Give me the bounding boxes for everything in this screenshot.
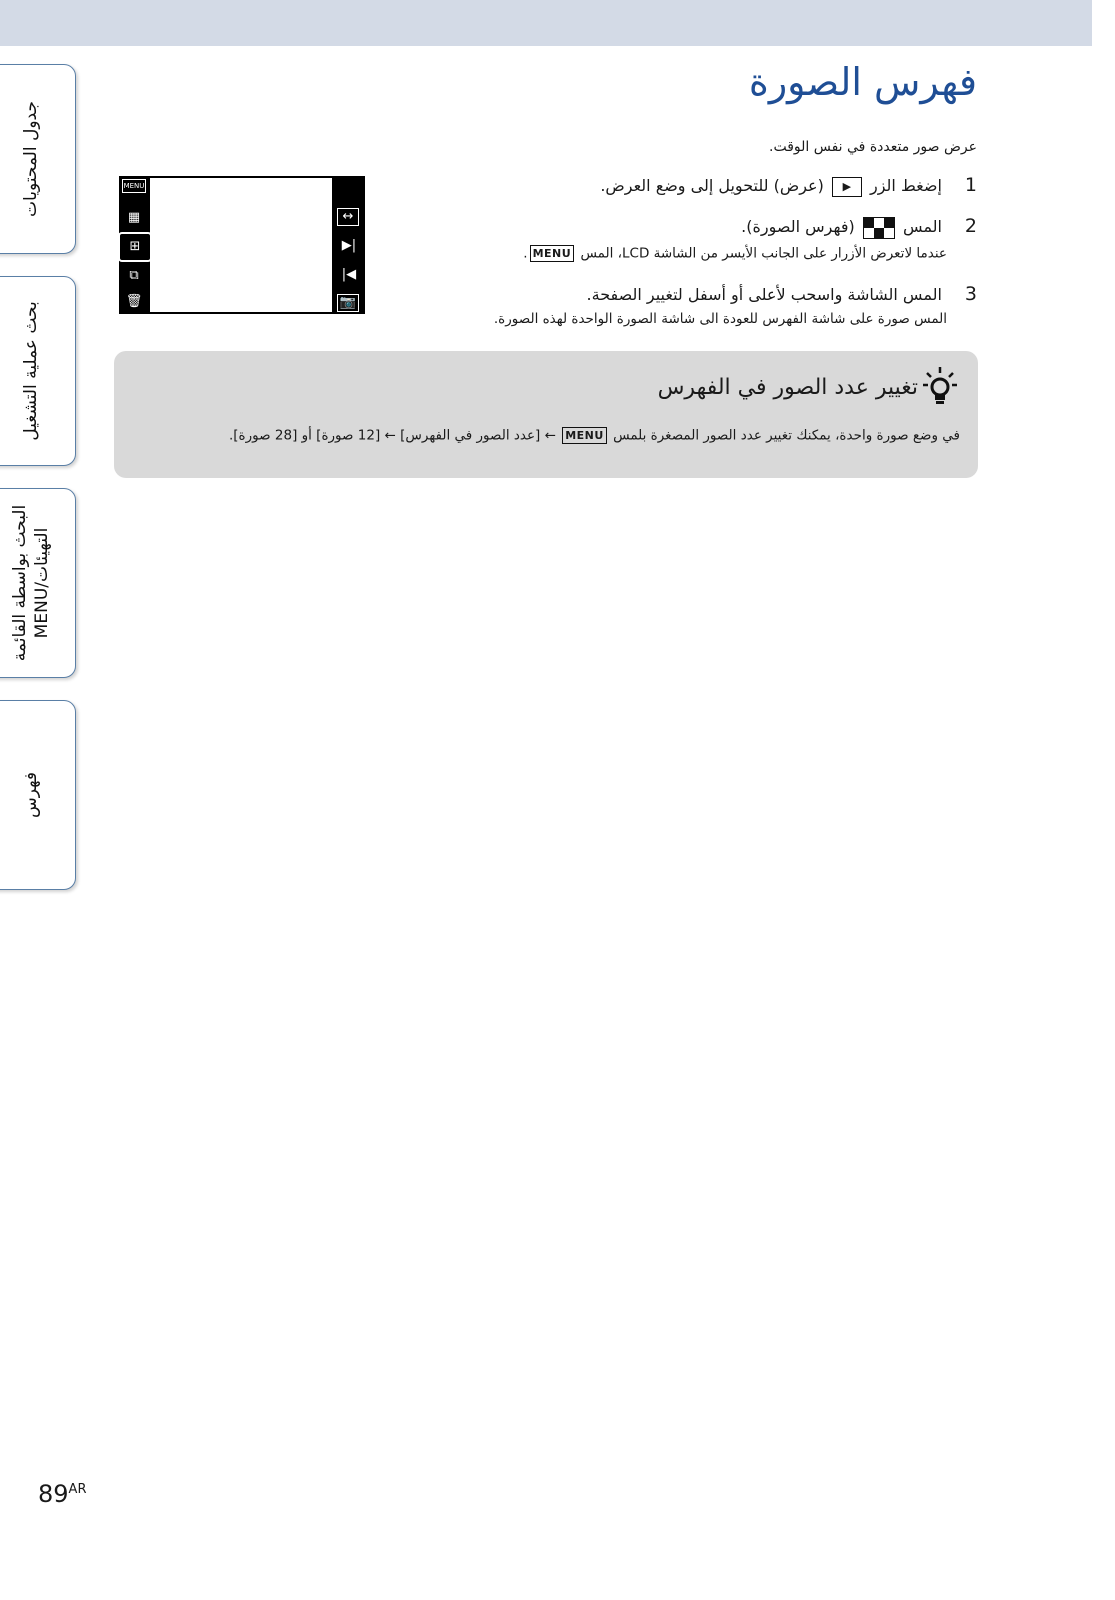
intro-text: عرض صور متعددة في نفس الوقت. [769,139,977,155]
lightbulb-icon [922,365,958,409]
tip-title: تغيير عدد الصور في الفهرس [657,375,918,400]
tab-label-line1: البحث بواسطة القائمة [10,504,30,662]
next-icon: ▶| [341,238,357,253]
delete-icon: 🗑 [125,294,143,309]
page-number-suffix: AR [68,1482,87,1497]
step-text: (عرض) للتحويل إلى وضع العرض. [600,176,824,195]
step-text: إضغط الزر [870,176,942,195]
menu-icon: MENU [530,245,575,262]
wide-zoom-icon: ↔ [337,208,359,226]
tab-index[interactable] [0,700,76,890]
previous-icon: |◀ [341,267,357,282]
tab-label: بحث عملية التشغيل [21,301,41,441]
menu-icon: MENU [562,427,607,444]
tip-text-part: في وضع صورة واحدة، يمكنك تغيير عدد الصور المصغرة بلمس [613,427,960,444]
step-note-text: عندما لاتعرض الأزرار على الجانب الأيسر من الشاشة LCD، المس [580,245,947,261]
step-1 [600,174,977,197]
tab-label [9,505,53,661]
step-note-text: . [523,245,528,261]
step-number: 2 [964,215,977,237]
camera-screen-illustration [119,176,365,314]
tab-table-of-contents[interactable] [0,64,76,254]
page-number-value: 89 [38,1480,69,1508]
step-text: المس [902,217,942,236]
step-text: (فهرس الصورة). [741,217,855,236]
menu-icon: MENU [122,179,146,193]
tab-label: جدول المحتويات [21,101,41,217]
page-number [38,1480,86,1508]
tip-text [229,427,960,444]
tab-label: فهرس [21,771,41,819]
step-number: 1 [964,174,977,196]
step-note: المس صورة على شاشة الفهرس للعودة الى شاشة الصورة الواحدة لهذه الصورة. [493,311,947,327]
step-number: 3 [964,283,977,305]
step-2 [523,215,977,262]
tab-operation-search[interactable] [0,276,76,466]
page-title: فهرس الصورة [748,60,977,104]
slideshow-icon: ⧉ [129,268,139,283]
tip-text-part: ← [عدد الصور في الفهرس] ← [12 صورة] أو [28 صورة]. [228,427,556,444]
tab-label-line2: MENU/التهيئات [32,527,52,639]
image-index-icon [863,217,895,239]
calendar-icon: ▦ [127,210,141,225]
step-text: المس الشاشة واسحب لأعلى أو أسفل لتغيير الصفحة. [586,285,942,304]
image-index-icon: ⊞ [118,232,152,262]
header-bar [0,0,1092,46]
step-3 [494,283,977,327]
lcd-screen [150,178,332,312]
step-note [523,245,947,262]
tip-box [114,351,978,478]
play-icon: ▶ [832,177,862,197]
tab-menu-search[interactable] [0,488,76,678]
camera-icon: 📷 [337,294,359,312]
